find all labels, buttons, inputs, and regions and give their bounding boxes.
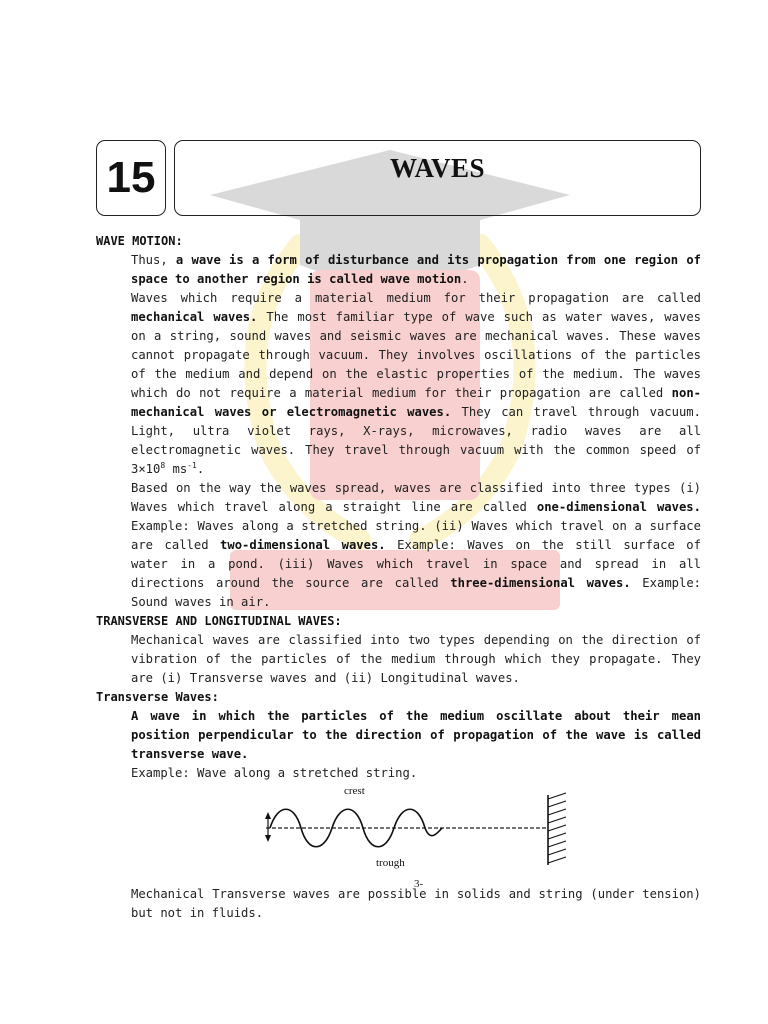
text-run: ms [165, 462, 188, 476]
fixed-wall-icon [548, 793, 566, 865]
bold-definition: A wave in which the particles of the medium oscillate about their mean position perpendicular to the direction of propagation of the wave is called transverse wave. [131, 709, 701, 761]
superscript: 8 [160, 460, 166, 470]
chapter-title-box [174, 140, 701, 216]
heading-wave-motion: WAVE MOTION: [96, 234, 183, 248]
transverse-definition [131, 707, 701, 764]
chapter-title: WAVES [389, 153, 486, 183]
text-run: Thus, [131, 253, 176, 267]
transverse-example: Example: Wave along a stretched string. [131, 766, 418, 780]
paragraph-mechanical-waves [131, 289, 701, 479]
transverse-wave-figure [96, 785, 701, 869]
chapter-number: 15 [96, 140, 166, 216]
paragraph-wave-dimensions [131, 479, 701, 612]
text-run: Waves which require a material medium for their propagation are called [131, 291, 701, 305]
text-run: Example: Waves on the still surface of water in a pond. (iii) Waves which travel in space and spread in all directions around the source are called [131, 538, 701, 590]
text-run: Based on the way the waves spread, waves are classified into three types (i) Waves which travel along a straight line are called [131, 481, 701, 514]
trough-label: trough [376, 857, 405, 869]
bold-term: mechanical waves. [131, 310, 258, 324]
text-run: Example: Sound waves in air. [131, 576, 702, 609]
heading-transverse-longitudinal: TRANSVERSE AND LONGITUDINAL WAVES: [96, 614, 342, 628]
text-run: Example: Waves along a stretched string. (ii) Waves which travel on a surface are called [131, 519, 701, 552]
text-run: . [196, 462, 205, 476]
content [96, 232, 701, 923]
heading-transverse-waves: Transverse Waves: [96, 690, 219, 704]
superscript: -1 [187, 460, 197, 470]
text-run: They can travel through vacuum. Light, ultra violet rays, X-rays, microwaves, radio waves are all electromagnetic waves. They travel through vacuum with the common speed of 3×10 [131, 405, 701, 476]
bold-definition: a wave is a form of disturbance and its propagation from one region of space to another region is called wave motion [131, 253, 702, 286]
page-number: 3- [414, 878, 424, 890]
bold-term: three-dimensional waves. [450, 576, 631, 590]
paragraph-wave-motion-definition [131, 251, 701, 289]
bold-term: non-mechanical waves or electromagnetic waves. [131, 386, 701, 419]
crest-label: crest [344, 785, 365, 797]
bold-term: one-dimensional waves. [536, 500, 701, 514]
bold-term: two-dimensional waves. [220, 538, 386, 552]
text-run: . [461, 272, 469, 286]
text-run: The most familiar type of wave such as water waves, waves on a string, sound waves and seismic waves are mechanical waves. These waves cannot propagate through vacuum. They involves oscillations of the particles of the medium and depend on the elastic properties of the medium. The waves which do not require a material medium for their propagation are called [131, 310, 701, 400]
paragraph-classification: Mechanical waves are classified into two types depending on the direction of vibration of the particles of the medium through which they propagate. They are (i) Transverse waves and (ii) Longitudinal waves. [131, 633, 701, 685]
paragraph-mechanical-transverse: Mechanical Transverse waves are possible in solids and string (under tension) but not in fluids. [131, 887, 701, 920]
